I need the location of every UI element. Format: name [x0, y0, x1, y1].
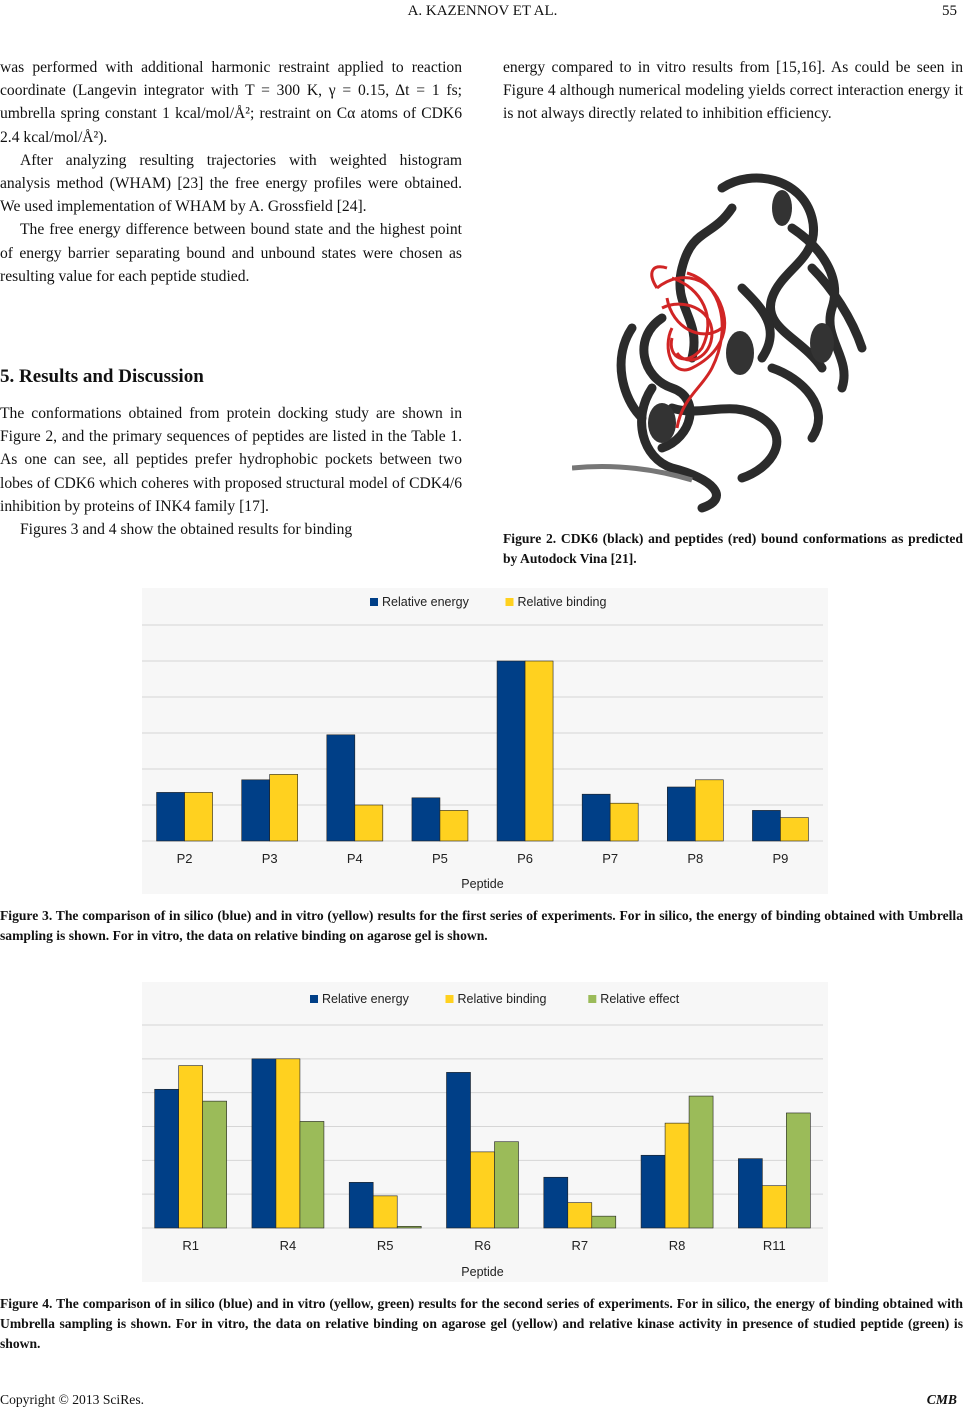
- paragraph: After analyzing resulting trajectories with weighted histogram analysis method (WHAM) [23] the free energy profiles were obtained. We used implementation of WHAM by A. Grossfield [24].: [0, 151, 462, 216]
- bar: [373, 1196, 397, 1228]
- x-axis-title: Peptide: [461, 877, 504, 891]
- bar: [327, 735, 355, 841]
- bar: [610, 803, 638, 841]
- paragraph: The conformations obtained from protein docking study are shown in Figure 2, and the primary sequences of peptides are listed in the Table 1. As one can see, all peptides prefer hydrophobic pockets between two lobes of CDK6 which coheres with proposed structural model of CDK4/6 inhibition by proteins of INK4 family [17].: [0, 405, 462, 515]
- x-tick-label: P9: [772, 851, 789, 866]
- bar: [242, 780, 270, 841]
- bar: [252, 1059, 276, 1228]
- x-tick-label: P4: [346, 851, 363, 866]
- paragraph: was performed with additional harmonic restraint applied to reaction coordinate (Langevin integrator with T = 300 K, γ = 0.15, Δt = 1 fs; umbrella spring constant 1 kcal/mol/Å²; restraint on Cα atoms of CDK6 2.4 kcal/mol/Å²).: [0, 59, 462, 146]
- legend-swatch: [506, 598, 514, 606]
- x-tick-label: R8: [668, 1238, 686, 1253]
- bar: [495, 1142, 519, 1228]
- section-title: 5. Results and Discussion: [0, 366, 204, 387]
- copyright-footer: Copyright © 2013 SciRes.: [0, 1392, 145, 1407]
- bar: [447, 1072, 471, 1228]
- legend-label: Relative effect: [600, 992, 680, 1006]
- bar: [568, 1203, 592, 1228]
- x-axis-title: Peptide: [461, 1265, 504, 1279]
- bar: [349, 1182, 373, 1228]
- paragraph: The free energy difference between bound state and the highest point of energy barrier separating bound and unbound states were chosen as resulting value for each peptide studied.: [0, 221, 462, 285]
- bar: [582, 794, 610, 841]
- paragraph: energy compared to in vitro results from [15,16]. As could be seen in Figure 4 although numerical modeling yields correct interaction energy it is not always directly related to inhibition efficiency.: [503, 59, 963, 123]
- figure-3-chart: [142, 588, 828, 894]
- bar: [780, 818, 808, 841]
- bar: [397, 1226, 421, 1228]
- x-tick-label: R6: [474, 1238, 491, 1253]
- figure-4-caption: Figure 4. The comparison of in silico (blue) and in vitro (yellow, green) results for the second series of experiments. For in silico, the energy of binding obtained with Umbrella sampling is shown. For in vitro, the data on relative binding on agarose gel (yellow) and relative kinase activity in presence of studied peptide (green) is shown.: [0, 1296, 963, 1351]
- legend-swatch: [588, 995, 596, 1003]
- x-tick-label: P7: [602, 851, 619, 866]
- bar: [738, 1159, 762, 1228]
- journal-footer: CMB: [926, 1392, 957, 1407]
- legend-swatch: [446, 995, 454, 1003]
- bar: [300, 1121, 324, 1228]
- page-number: 55: [942, 3, 957, 19]
- figure-3-caption: Figure 3. The comparison of in silico (blue) and in vitro (yellow) results for the first series of experiments. For in silico, the energy of binding obtained with Umbrella sampling is shown. For in vitro, the data on relative binding on agarose gel is shown.: [0, 908, 963, 943]
- legend-label: Relative binding: [517, 595, 607, 609]
- x-tick-label: P3: [261, 851, 278, 866]
- x-tick-label: R4: [279, 1238, 297, 1253]
- bar: [155, 1089, 179, 1228]
- x-tick-label: P2: [176, 851, 193, 866]
- x-tick-label: R11: [762, 1238, 786, 1253]
- bar: [440, 810, 468, 841]
- left-column-results: [0, 402, 462, 541]
- legend-swatch: [310, 995, 318, 1003]
- right-column: [503, 56, 963, 126]
- running-title: A. KAZENNOV ET AL.: [407, 3, 558, 19]
- bar: [185, 792, 213, 841]
- bar: [665, 1123, 689, 1228]
- figure-2-protein-image: [572, 168, 872, 513]
- legend-swatch: [370, 598, 378, 606]
- legend-label: Relative binding: [457, 992, 547, 1006]
- figure-4-chart: [142, 982, 828, 1282]
- x-tick-label: R1: [182, 1238, 199, 1253]
- bar: [641, 1155, 665, 1228]
- x-tick-label: R5: [376, 1238, 394, 1253]
- paragraph: Figures 3 and 4 show the obtained results for binding: [20, 521, 353, 539]
- legend-label: Relative energy: [382, 595, 469, 609]
- bar: [471, 1152, 495, 1228]
- bar: [355, 805, 383, 841]
- bar: [525, 661, 553, 841]
- bar: [276, 1059, 300, 1228]
- bar: [544, 1177, 568, 1228]
- bar: [689, 1096, 713, 1228]
- bar: [270, 774, 298, 841]
- x-tick-label: P8: [687, 851, 704, 866]
- bar: [762, 1186, 786, 1228]
- bar: [203, 1101, 227, 1228]
- x-tick-label: P5: [431, 851, 448, 866]
- bar: [786, 1113, 810, 1228]
- x-tick-label: R7: [571, 1238, 589, 1253]
- bar: [667, 787, 695, 841]
- bar: [412, 798, 440, 841]
- bar: [179, 1066, 203, 1228]
- bar: [157, 792, 185, 841]
- legend-label: Relative energy: [322, 992, 409, 1006]
- bar: [752, 810, 780, 841]
- bar: [497, 661, 525, 841]
- x-tick-label: P6: [517, 851, 534, 866]
- figure-2-caption: Figure 2. CDK6 (black) and peptides (red) bound conformations as predicted by Autodock Vina [21].: [503, 531, 963, 566]
- bar: [592, 1216, 616, 1228]
- left-column: [0, 56, 462, 288]
- bar: [695, 780, 723, 841]
